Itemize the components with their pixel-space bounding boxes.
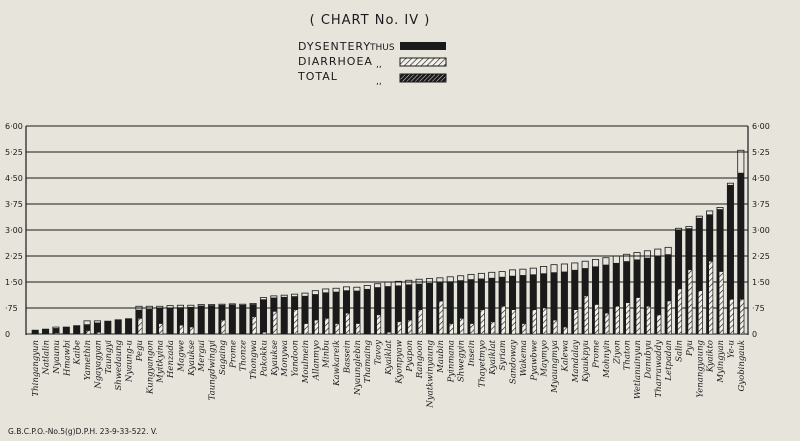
x-tick-label: Thayetmyo xyxy=(477,340,488,388)
legend-swatch-diarrhoea xyxy=(400,58,446,66)
x-tick-label: Sandoway xyxy=(508,340,519,385)
y-tick-label-left: 3·00 xyxy=(5,226,23,235)
x-tick-label: Danubyu xyxy=(643,340,654,379)
x-tick-label: Kyaukse xyxy=(186,340,197,376)
bar-diarrhoea xyxy=(595,305,599,334)
x-tick-label: Pyapon xyxy=(404,340,415,372)
y-tick-label-right: 2·25 xyxy=(752,252,770,261)
x-tick-label: Shwedaung xyxy=(114,340,125,391)
legend-suffix-diarrhoea: ,, xyxy=(376,60,382,70)
x-tick-label: Prome xyxy=(591,340,602,368)
bar-dysentery xyxy=(385,286,391,334)
x-tick-label: Mandalay xyxy=(570,340,581,383)
x-tick-label: Pyinmana xyxy=(446,340,457,383)
y-tick-label-left: 0 xyxy=(5,330,11,339)
legend-label-dysentery: DYSENTERY xyxy=(298,40,372,53)
x-tick-label: Thaton xyxy=(622,340,633,371)
x-tick-label: Allanmyo xyxy=(311,340,322,381)
y-tick-label-right: 1·50 xyxy=(752,278,770,287)
x-tick-label: Wakema xyxy=(518,340,529,377)
bar-diarrhoea xyxy=(501,306,505,334)
x-tick-label: Ye-u xyxy=(726,340,737,359)
x-tick-label: Shwegyin xyxy=(456,340,467,383)
bar-dysentery xyxy=(42,329,48,334)
x-tick-label: Moulmein xyxy=(300,340,311,384)
bar-dysentery xyxy=(240,305,246,334)
x-tick-label: Nyatkwinyaung xyxy=(425,340,436,408)
x-tick-label: Insein xyxy=(467,340,478,367)
bar-diarrhoea xyxy=(698,291,702,334)
x-tick-label: Pakokku xyxy=(259,340,270,377)
x-tick-label: Rangoon xyxy=(415,340,426,379)
bar-diarrhoea xyxy=(439,301,443,334)
x-tick-label: Mergui xyxy=(197,340,208,372)
bar-dysentery xyxy=(167,308,173,334)
bar-diarrhoea xyxy=(460,318,464,334)
x-tick-label: Maymyo xyxy=(539,340,550,377)
legend-suffix-dysentery: THUS xyxy=(370,43,395,53)
bar-dysentery xyxy=(229,305,235,334)
bar-diarrhoea xyxy=(512,310,516,334)
y-tick-label-right: ·75 xyxy=(752,304,765,313)
x-tick-label: Salin xyxy=(674,340,685,362)
bar-diarrhoea xyxy=(356,324,360,334)
x-tick-label: Yenangyaung xyxy=(695,340,706,398)
x-tick-label: Prome xyxy=(228,340,239,368)
bar-diarrhoea xyxy=(97,332,101,334)
x-tick-label: Kyaukse xyxy=(269,340,280,376)
bar-diarrhoea xyxy=(294,310,298,334)
x-tick-label: Taungyi xyxy=(103,340,114,374)
bar-diarrhoea xyxy=(304,324,308,334)
bar-diarrhoea xyxy=(325,318,329,334)
bar-dysentery xyxy=(364,289,370,334)
x-tick-label: Thamaing xyxy=(363,340,374,383)
bar-diarrhoea xyxy=(709,261,713,334)
x-tick-label: Natlalin xyxy=(41,340,52,375)
bar-dysentery xyxy=(260,299,266,334)
bar-dysentery xyxy=(146,309,152,334)
bar-diarrhoea xyxy=(719,272,723,334)
x-tick-label: Thingangyun xyxy=(31,340,42,397)
bar-diarrhoea xyxy=(667,301,671,334)
x-tick-label: Maubin xyxy=(435,340,446,373)
bar-dysentery xyxy=(105,321,111,334)
bar-diarrhoea xyxy=(314,320,318,334)
x-tick-label: Hmawbi xyxy=(62,340,73,376)
bar-diarrhoea xyxy=(491,322,495,334)
bar-diarrhoea xyxy=(657,315,661,334)
x-tick-label: Henzada xyxy=(166,340,177,378)
x-tick-label: Yamethin xyxy=(83,340,94,381)
x-tick-label: Tavoy xyxy=(373,340,384,365)
x-tick-label: Sagaing xyxy=(217,340,228,376)
y-tick-label-left: 2·25 xyxy=(5,252,23,261)
bar-dysentery xyxy=(74,326,80,334)
x-tick-label: Kungyangon xyxy=(145,340,156,394)
x-tick-label: Minbu xyxy=(321,340,332,368)
bar-diarrhoea xyxy=(470,324,474,334)
legend-suffix-total: ,, xyxy=(376,77,382,87)
bar-diarrhoea xyxy=(263,332,267,334)
bar-diarrhoea xyxy=(346,313,350,334)
bar-diarrhoea xyxy=(418,310,422,334)
y-tick-label-left: 1·50 xyxy=(5,278,23,287)
x-tick-label: Myingyan xyxy=(716,340,727,383)
bar-diarrhoea xyxy=(730,299,734,334)
x-tick-label: Yandoon xyxy=(290,340,301,377)
x-tick-label: Nyaung-u xyxy=(124,340,135,383)
bar-diarrhoea xyxy=(740,299,744,334)
x-tick-label: Magwe xyxy=(176,340,187,372)
x-tick-label: Bassein xyxy=(342,340,353,374)
x-tick-label: Wetlanuinyun xyxy=(633,340,644,400)
y-tick-label-left: ·75 xyxy=(5,304,18,313)
footer-imprint: G.B.C.P.O.-No.5(g)D.P.H. 23-9-33-522. V. xyxy=(8,427,158,436)
bar-diarrhoea xyxy=(377,315,381,334)
bar-dysentery xyxy=(115,320,121,334)
x-tick-label: Kalewa xyxy=(560,340,571,372)
bar-diarrhoea xyxy=(574,310,578,334)
bar-diarrhoea xyxy=(221,320,225,334)
y-tick-label-left: 4·50 xyxy=(5,174,23,183)
bar-diarrhoea xyxy=(688,270,692,334)
bar-dysentery xyxy=(561,272,567,334)
bar-dysentery xyxy=(63,327,69,334)
x-tick-label: Gyobingauk xyxy=(736,340,747,392)
bar-dysentery xyxy=(198,306,204,334)
bar-dysentery xyxy=(125,319,131,334)
x-tick-label: Thonze xyxy=(238,340,249,372)
bar-dysentery xyxy=(281,297,287,334)
x-tick-label: Monywa xyxy=(280,340,291,377)
x-tick-label: Nyaunglebin xyxy=(352,340,363,396)
bar-dysentery xyxy=(32,330,38,334)
bar-diarrhoea xyxy=(553,320,557,334)
x-tick-label: Myitkyina xyxy=(155,340,166,383)
x-tick-label: Nyaunu xyxy=(51,340,62,374)
bar-diarrhoea xyxy=(563,327,567,334)
x-tick-label: Mohnyin xyxy=(601,340,612,378)
y-tick-label-left: 6·00 xyxy=(5,122,23,131)
bar-diarrhoea xyxy=(408,320,412,334)
bar-diarrhoea xyxy=(626,303,630,334)
bar-diarrhoea xyxy=(387,332,391,334)
bar-diarrhoea xyxy=(636,298,640,334)
y-tick-label-right: 0 xyxy=(752,330,758,339)
x-tick-label: Kyaukpyu xyxy=(581,340,592,383)
y-tick-label-right: 6·00 xyxy=(752,122,770,131)
x-tick-label: Pyawbwe xyxy=(529,340,540,381)
bar-diarrhoea xyxy=(646,306,650,334)
x-tick-label: Kaibe xyxy=(72,340,83,365)
y-tick-label-right: 4·50 xyxy=(752,174,770,183)
x-tick-label: Taungdwingyi xyxy=(207,340,218,401)
y-axis-left-labels xyxy=(5,122,23,339)
bar-diarrhoea xyxy=(615,306,619,334)
legend-swatch-total xyxy=(400,74,446,82)
bar-dysentery xyxy=(208,305,214,334)
x-axis-labels xyxy=(31,339,747,408)
x-tick-label: Ngayagyan xyxy=(93,340,104,389)
x-tick-label: Ziyon xyxy=(612,340,623,365)
x-tick-label: Kawkareik xyxy=(332,340,343,386)
y-tick-label-right: 3·75 xyxy=(752,200,770,209)
bar-diarrhoea xyxy=(190,327,194,334)
y-tick-label-right: 5·25 xyxy=(752,148,770,157)
legend-label-diarrhoea: DIARRHOEA xyxy=(298,55,373,68)
x-tick-label: Kyaiklat xyxy=(487,340,498,375)
bar-diarrhoea xyxy=(159,324,163,334)
bar-diarrhoea xyxy=(522,324,526,334)
bar-diarrhoea xyxy=(55,333,59,334)
chart-title: ( CHART No. IV ) xyxy=(309,13,431,28)
bar-diarrhoea xyxy=(532,310,536,334)
bar-diarrhoea xyxy=(335,324,339,334)
bar-diarrhoea xyxy=(86,331,90,334)
y-tick-label-left: 5·25 xyxy=(5,148,23,157)
bar-diarrhoea xyxy=(605,313,609,334)
y-axis-right-labels xyxy=(752,122,770,339)
x-tick-label: Tharrawaddy xyxy=(653,340,664,398)
bar-diarrhoea xyxy=(449,324,453,334)
legend-swatch-dysentery xyxy=(400,42,446,50)
x-tick-label: Kyonpyaw xyxy=(394,340,405,384)
bar-diarrhoea xyxy=(584,296,588,334)
x-tick-label: Kyaikto xyxy=(705,340,716,373)
bar-diarrhoea xyxy=(678,289,682,334)
legend xyxy=(297,40,446,87)
x-tick-label: Pyu xyxy=(684,340,695,356)
x-tick-label: Myaungmya xyxy=(550,340,561,393)
x-tick-label: Pegu xyxy=(134,340,145,362)
bar-diarrhoea xyxy=(273,311,277,334)
y-tick-label-right: 3·00 xyxy=(752,226,770,235)
bar-diarrhoea xyxy=(397,322,401,334)
legend-label-total: TOTAL xyxy=(298,70,338,83)
y-tick-label-left: 3·75 xyxy=(5,200,23,209)
bar-diarrhoea xyxy=(252,317,256,334)
x-tick-label: Kyaiklat xyxy=(384,340,394,375)
x-tick-label: Syriam xyxy=(498,340,509,371)
bar-diarrhoea xyxy=(138,318,142,334)
bar-dysentery xyxy=(426,283,432,334)
x-tick-label: Thongwa xyxy=(249,340,260,380)
bar-diarrhoea xyxy=(480,310,484,334)
bar-diarrhoea xyxy=(180,325,184,334)
bar-diarrhoea xyxy=(543,308,547,334)
x-tick-label: Letpadan xyxy=(664,340,675,381)
